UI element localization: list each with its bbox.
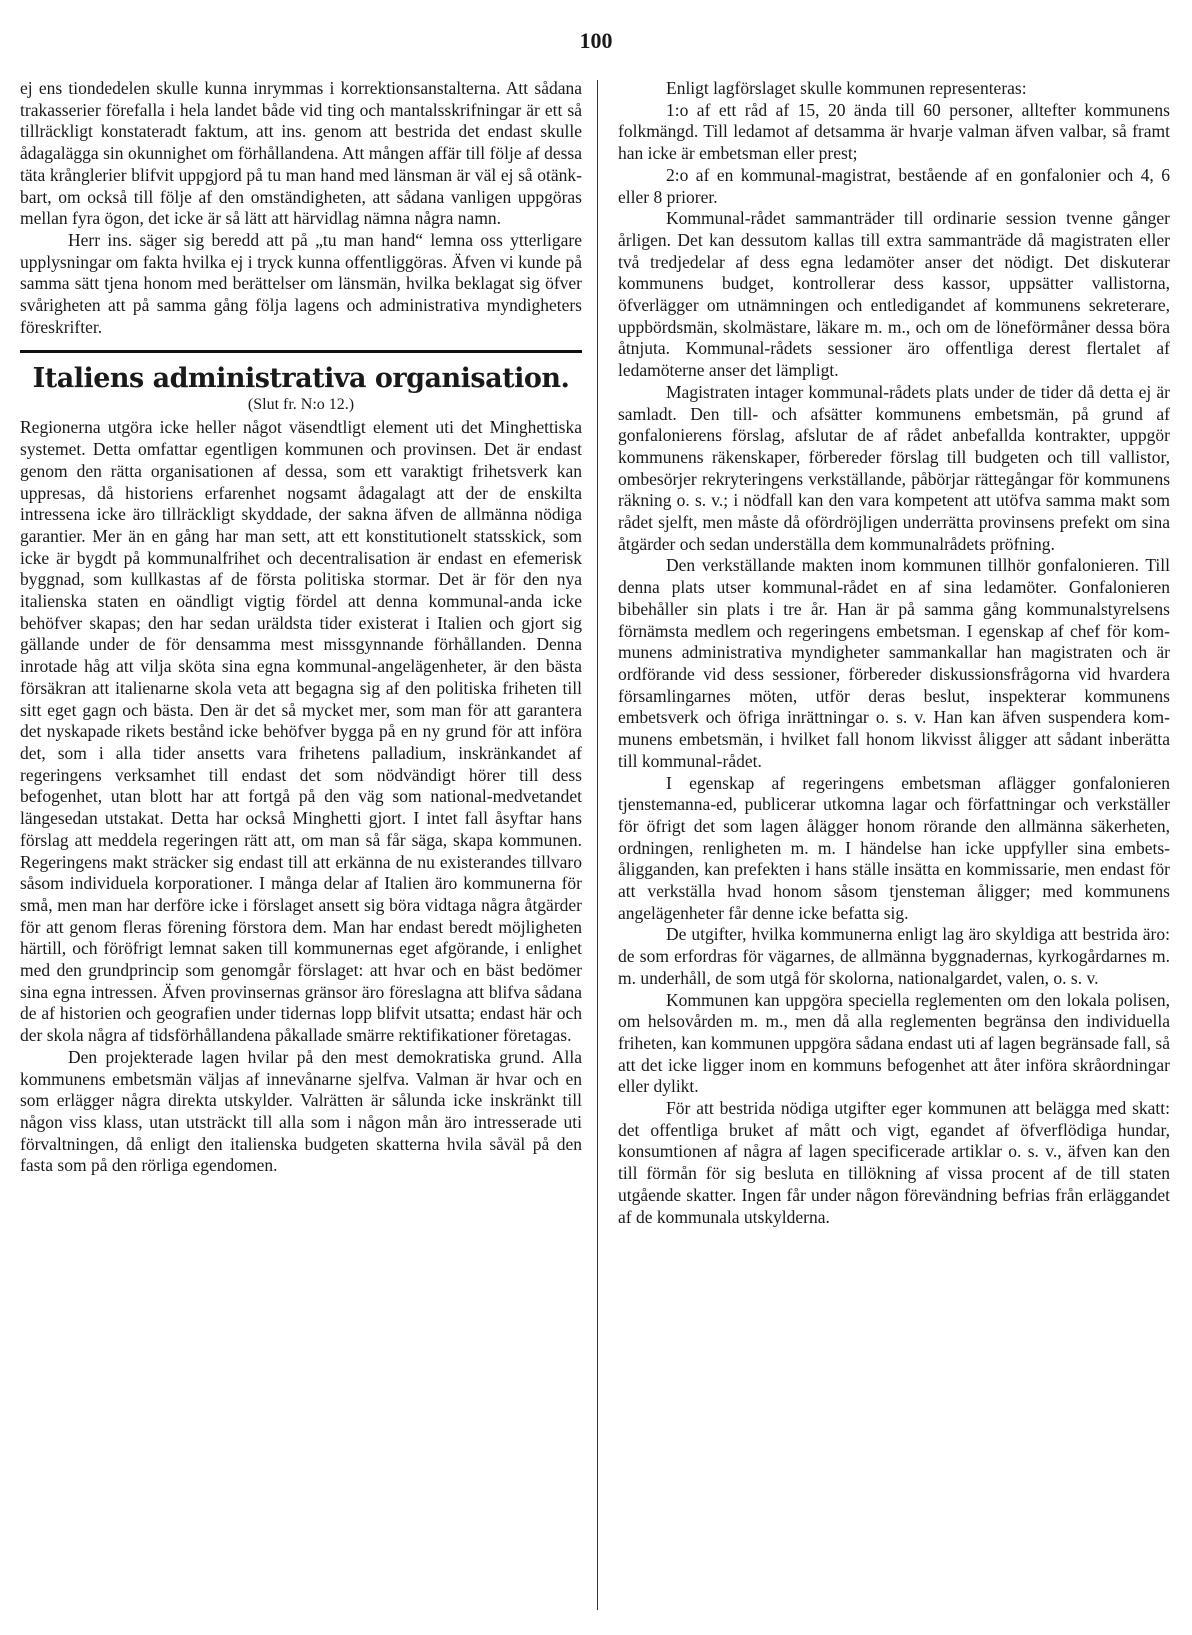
right-paragraph: För att bestrida nödiga utgifter eger kommunen att belägga med skatt: det offentliga bruket af mått och vigt, egandet af öfverflödiga hundar, konsumtionen af några af lagen specificerade artiklar o. s. v., äfven kan den till förmån för sig besluta en tillökning af vissa procent af de till staten utgående skatter. Ingen får under någon förevändning befrias från erläggandet af de kommunala utskylderna. xyxy=(618,1098,1170,1227)
right-paragraph: Kommunen kan uppgöra speciella reglementen om den lokala polisen, om helsovården m. m., men då alla reglementen begränsa den individuella friheten, kan kommunen uppgöra sådana endast uti af lagen begränsade fall, så att det icke ligger inom en kommuns befogenhet att åter införa skråordningar eller dylikt. xyxy=(618,989,1170,1097)
left-column xyxy=(20,78,582,1177)
right-column xyxy=(618,78,1170,1228)
right-paragraph: Den verkställande makten inom kommunen tillhör gonfalonieren. Till denna plats utser kommunal-rådet en af sina ledamöter. Gonfalonieren bibehåller sin plats i tre år. Han är på samma gång kommunalstyrelsens förnämsta medlem och regeringens embetsman. I egenskap af chef för kommunens administrativa myndigheter sammankallar han magistraten och är ordförande vid dess sessioner, förbereder diskussionsfrågorna vid hvardera församlingarnes möten, utför deras beslut, inspekterar kommunens embetsverk och öfriga inrättningar o. s. v. Han kan äfven suspendera kommunens embetsmän, i hvilket fall honom likvisst åligger att sådant inberätta till kommunal-rådet. xyxy=(618,555,1170,771)
section-subheading: (Slut fr. N:o 12.) xyxy=(247,396,355,414)
page-number: 100 xyxy=(579,28,613,53)
right-paragraph: 1:o af ett råd af 15, 20 ända till 60 personer, alltefter kommunens folkmängd. Till ledamot af detsamma är hvarje valman äfven valbar, så framt han icke är embetsman eller prest; xyxy=(618,99,1170,164)
right-paragraph: I egenskap af regeringens embetsman aflägger gonfalonieren tjenstemanna-ed, publicerar utkomna lagar och författningar och verkställer för öfrigt det som lagen ålägger honom rörande den allmänna säkerheten, ordningen, renligheten m. m. I händelse han icke uppfyller sina embetsåligganden, kan prefekten i hans ställe insätta en kommissarie, men endast för att verkställa hvad honom såsom tjensteman åligger; med kommunens angelägenheter får denne icke befatta sig. xyxy=(618,772,1170,923)
section-paragraph: Regionerna utgöra icke heller något väsendtligt element uti det Minghettiska systemet. Detta omfattar egentligen kommunen och provinsen. Det är endast genom den rätta organisationen af dessa, som ett varaktigt frihetsverk kan uppresas, då historiens erfarenhet nogsamt ådagalagt att der de enskilta intressena icke äro tillräckligt skyddade, der sakna äfven de allmänna nödiga garantier. Mer än en gång har man sett, att ett konstitutionelt statsskick, som icke är bygdt på kommunalfrihet och decentralisation är endast en efemerisk byggnad, som kullkastas af de första politiska stormar. Det är för den nya italienska staten en oändligt vigtig fördel att denna kommunal-anda icke behöfver skapas; den har sedan uräldsta tider existerat i Italien och gjort sig gällande under de för densamma mest missgynnande förhållanden. Denna inrotade håg att vilja sköta sina egna kommunal-angelägenheter, är den bästa försäkran att italienarne skola veta att begagna sig af den politiska friheten till sitt eget gagn och bästa. Den är det så mycket mer, som man för att garantera det nyskapade rikets bestånd icke behöfver bygga på en ny grund för att införa det, som i alla tider ansetts vara frihetens palladium, inskränkandet af regeringens verksamhet till endast det som nödvändigt hörer till dess befogenhet, utan blott har att fortgå på den väg som national-medvetandet längesedan utstakat. Detta har också Minghetti gjort. I intet fall åsyftar hans förslag att meddela regeringen rätt att, om man så får säga, skapa kommunen. Regeringens makt sträcker sig endast till att erkänna de nu existerandes tillvaro såsom individuela korporationer. I många delar af Italien äro kommunerna för små, men man har derföre icke i förslaget ansett sig böra vidtaga några åtgärder för att genom fleras förening förstora dem. Man har endast beredt möjligheten härtill, och föröfrigt lemnat saken till kommunernas eget afgörande, i enlighet med den grundprincip som genomgår förslaget: att hvar och en bäst bedömer sina egna intressen. Äfven provinsernas gränsor äro föreslagna att blifva sådana de af historien och geografien under tidernas lopp blifvit utsatta; endast här och der skola några af tidsförhållandena påkallade smärre rektifikationer företagas. xyxy=(20,417,582,1046)
right-paragraph: Enligt lagförslaget skulle kommunen representeras: xyxy=(666,78,1027,98)
section-rule xyxy=(20,350,582,353)
section-paragraph: Den projekterade lagen hvilar på den mest demokratiska grund. Alla kommunens embetsmän väljas af innevånarne sjelfva. Valman är hvar och en som erlägger några direkta utskylder. Valrätten är sålunda icke inskränkt till någon viss klass, utan utsträckt till alla som i någon mån äro intresserade uti förvaltningen, då enligt den italienska budgeten skatterna hvila såväl på den fasta som på den rörliga egendomen. xyxy=(20,1046,582,1176)
section-heading: Italiens administrativa organisation. xyxy=(32,363,570,395)
intro-paragraph: ej ens tiondedelen skulle kunna inrymmas i korrektionsanstalterna. Att sådana trakasserier förefalla i hela landet både vid ting och mantalsskrifningar är ett så tillräckligt konstateradt faktum, att ins. genom att bestrida det endast skulle ådagalägga sin okunnighet om förhållandena. Att mången affär till följe af dessa täta krånglerier blifvit uppgjord på tu man hand med länsman är väl ej så otänkbart, om också till följe af den omständigheten, att sådana vanligen uppgöras mellan fyra ögon, det icke är så lätt att härvidlag nämna några namn. xyxy=(20,78,582,229)
right-paragraph: Magistraten intager kommunal-rådets plats under de tider då detta ej är samladt. Den till- och afsätter kommunens embetsmän, på grund af gonfalonierens förslag, afslutar de af rådet anbefallda kontrakter, uppgör kommunens räkenskaper, förbereder förslag till budgeten och till vallistor, ombesörjer rekryteringens verkställande, påbörjar rättegångar för kommunens räkning o. s. v.; i nödfall kan den vara kompetent att utöfva samma makt som rådet sjelft, men måste då ofördröjligen underrätta provinsens prefekt om sina åtgärder och sedan underställa dem kommunalrådets pröfning. xyxy=(618,381,1170,554)
right-paragraph: Kommunal-rådet sammanträder till ordinarie session tvenne gånger årligen. Det kan dessutom kallas till extra sammanträde då magistraten eller två tredjedelar af dess egna ledamöter anser det nödigt. Det diskuterar kommunens budget, kontrollerar dess kassor, uppsätter vallistorna, öfverlägger om utnämningen och entledigandet af kommunens sekreterare, uppbördsmän, skolmästare, läkare m. m., och om de löneförmåner dessa böra åtnjuta. Kommunal-rådets sessioner äro offentliga derest flertalet af ledamöterne anser det lämpligt. xyxy=(618,208,1170,381)
column-divider xyxy=(597,80,598,1610)
intro-paragraph: Herr ins. säger sig beredd att på „tu man hand“ lemna oss ytterligare upplysningar om fakta hvilka ej i tryck kunna offentliggöras. Äfven vi kunde på samma sätt tjena honom med berättelser om länsmän, hvilka beklagat sig öfver svårigheten att på samma gång följa lagens och administrativa myndigheters föreskrifter. xyxy=(20,229,582,337)
right-paragraph: De utgifter, hvilka kommunerna enligt lag äro skyldiga att bestrida äro: de som erfordras för vägarnes, de allmänna byggnadernas, kyrkogårdarnes m. m. underhåll, de som utgå för skolorna, nationalgardet, valen, o. s. v. xyxy=(618,924,1170,988)
right-paragraph: 2:o af en kommunal-magistrat, bestående af en gonfalonier och 4, 6 eller 8 priorer. xyxy=(618,164,1170,207)
